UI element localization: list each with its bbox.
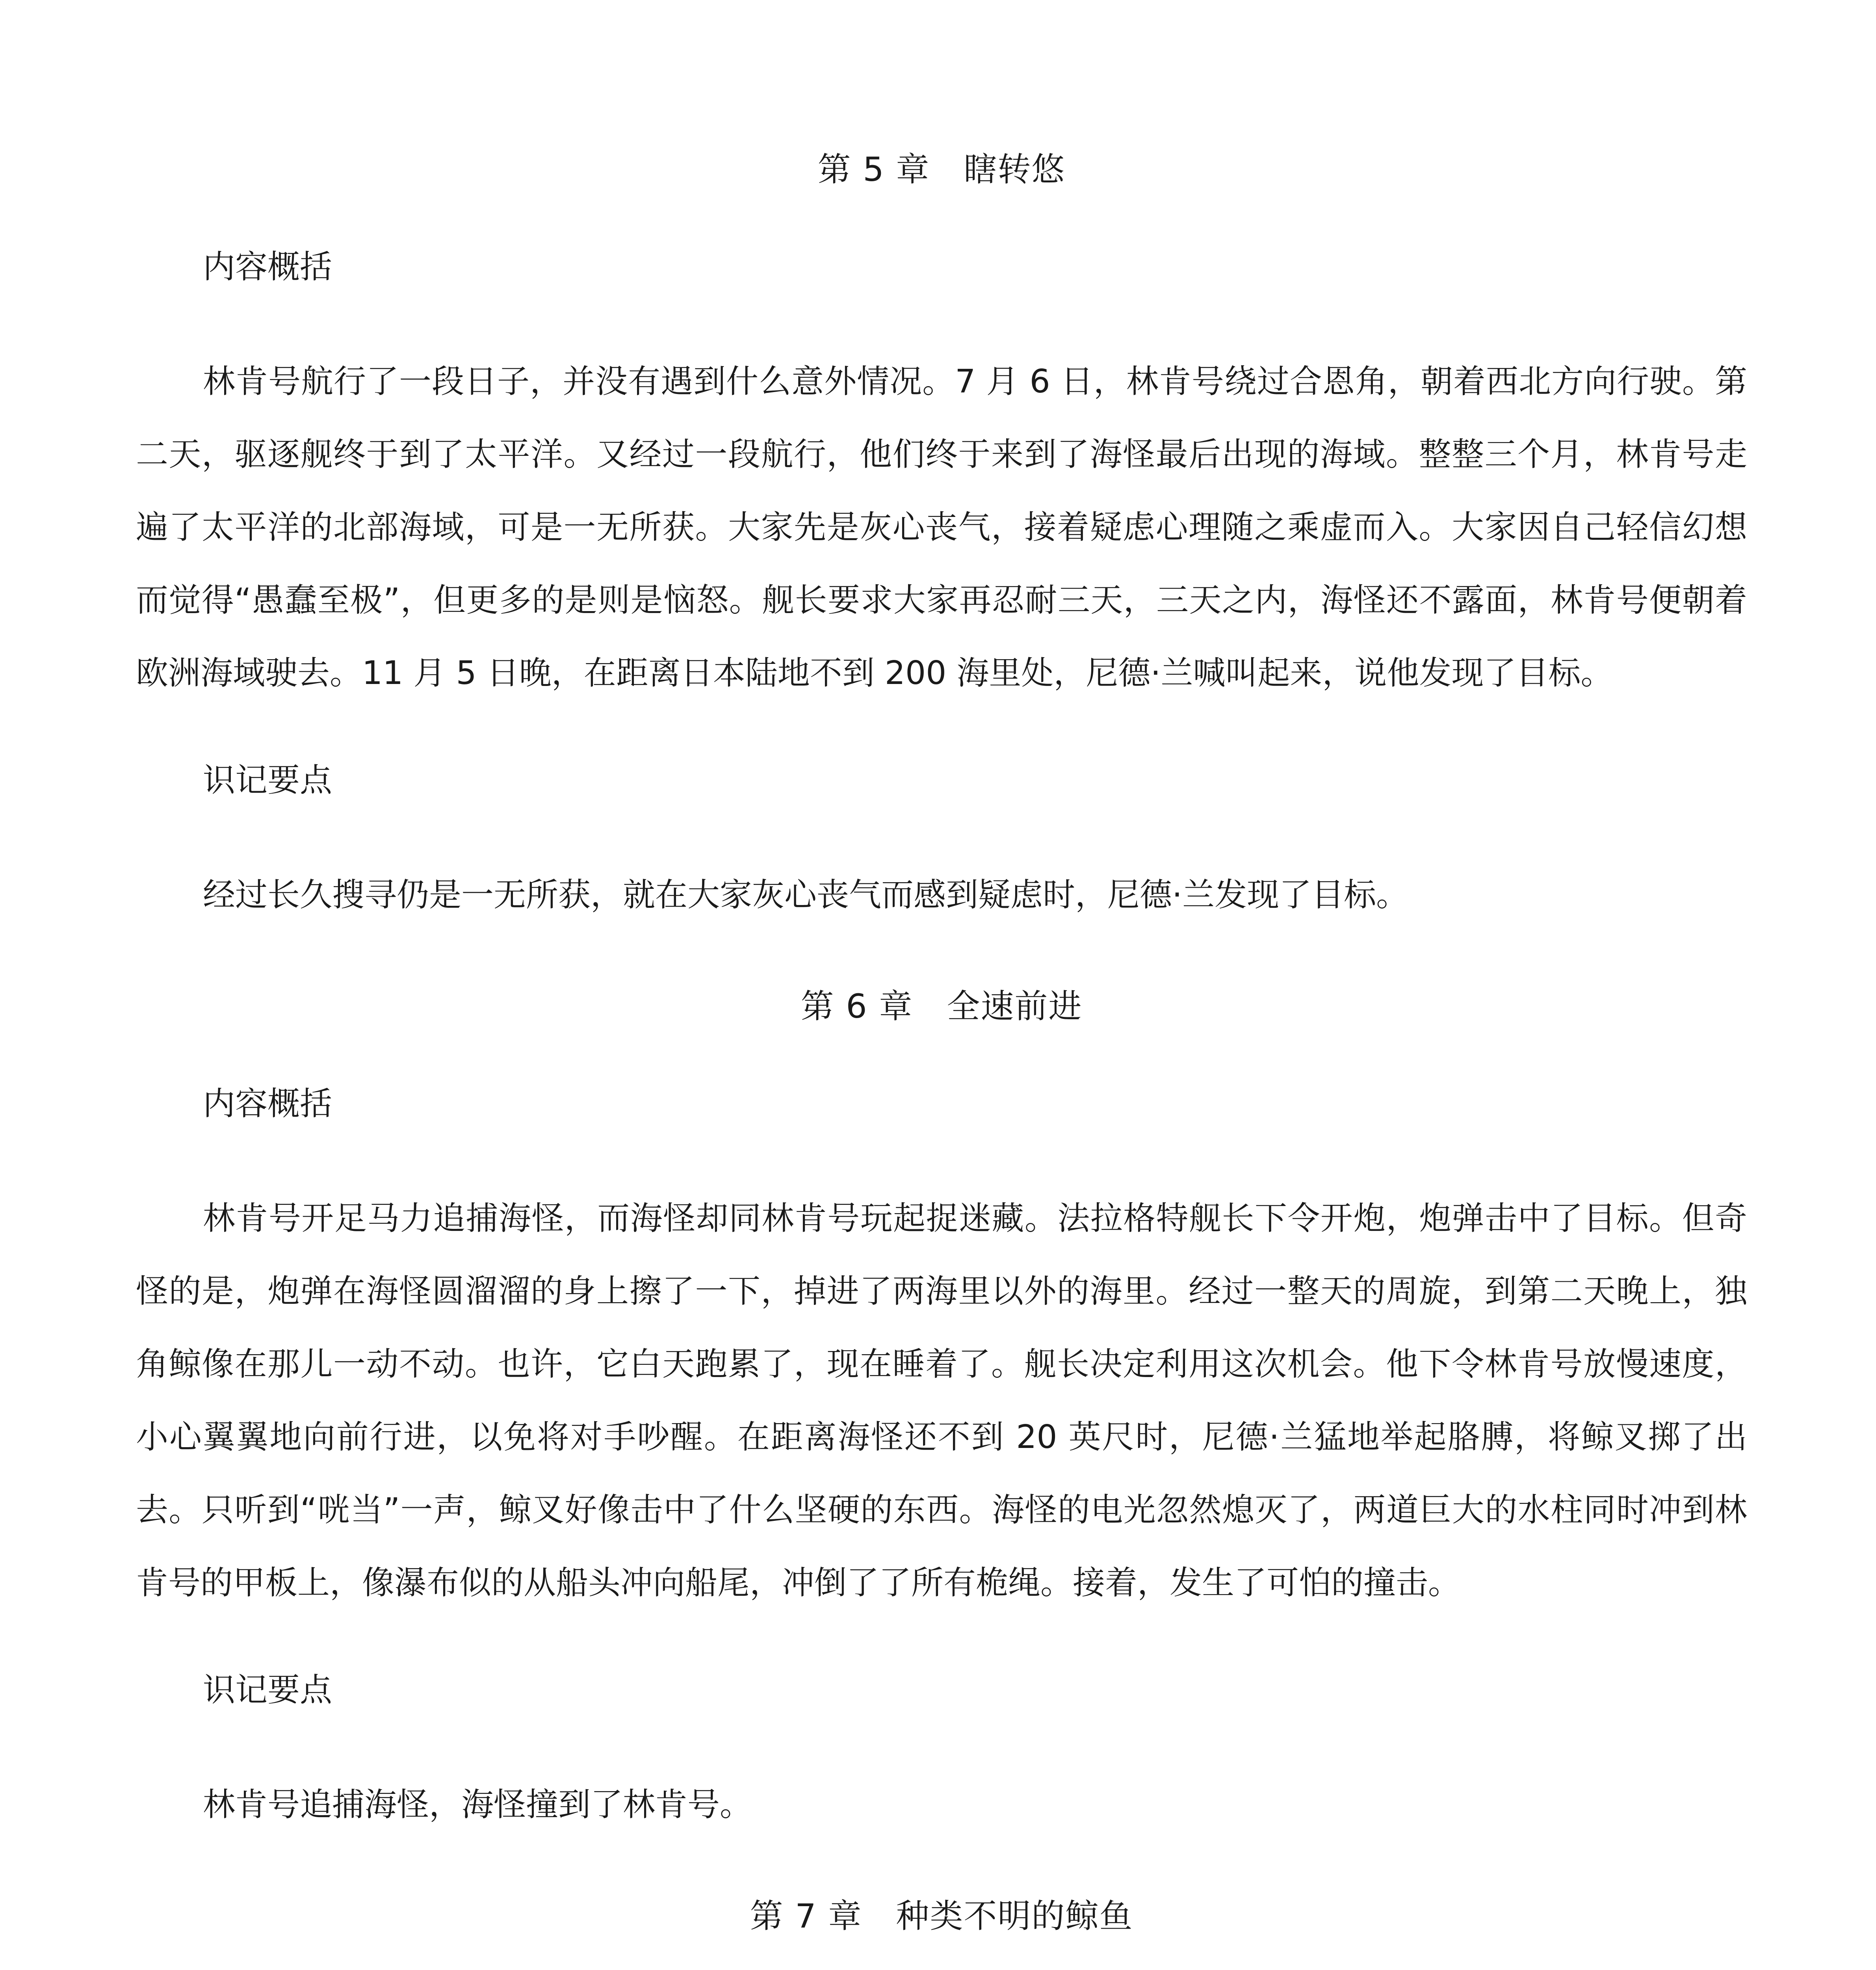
chapter-title: 第 7 章 种类不明的鲸鱼 [750,1897,1133,1935]
page-content [136,150,1747,1970]
keypoint-label: 识记要点 [203,762,332,799]
summary-label: 内容概括 [203,1085,332,1123]
chapter-section [136,1896,1747,1970]
summary-paragraph: 林肯号航行了一段日子，并没有遇到什么意外情况。7 月 6 日，林肯号绕过合恩角，朝着西北方向行驶。第二天，驱逐舰终于到了太平洋。又经过一段航行，他们终于来到了海怪最后出现的海域。整整三个月，林肯号走遍了太平洋的北部海域，可是一无所获。大家先是灰心丧气，接着疑虑心理随之乘虚而入。大家因自己轻信幻想而觉得“愚蠢至极”，但更多的是则是恼怒。舰长要求大家再忍耐三天，三天之内，海怪还不露面，林肯号便朝着欧洲海域驶去。11 月 5 日晚，在距离日本陆地不到 200 海里处，尼德·兰喊叫起来，说他发现了目标。 [136,363,1747,692]
summary-label: 内容概括 [203,248,332,286]
keypoint-paragraph: 林肯号追捕海怪，海怪撞到了林肯号。 [203,1786,752,1823]
chapter-section [136,987,1747,1896]
keypoint-label: 识记要点 [203,1671,332,1709]
chapter-title: 第 5 章 瞎转悠 [817,150,1066,189]
keypoint-paragraph: 经过长久搜寻仍是一无所获，就在大家灰心丧气而感到疑虑时，尼德·兰发现了目标。 [203,876,1409,914]
chapter-title: 第 6 章 全速前进 [801,987,1083,1026]
summary-paragraph: 林肯号开足马力追捕海怪，而海怪却同林肯号玩起捉迷藏。法拉格特舰长下令开炮，炮弹击中了目标。但奇怪的是，炮弹在海怪圆溜溜的身上擦了一下，掉进了两海里以外的海里。经过一整天的周旋，到第二天晚上，独角鲸像在那儿一动不动。也许，它白天跑累了，现在睡着了。舰长决定利用这次机会。他下令林肯号放慢速度，小心翼翼地向前行进，以免将对手吵醒。在距离海怪还不到 20 英尺时，尼德·兰猛地举起胳膊，将鲸叉掷了出去。只听到“咣当”一声，鲸叉好像击中了什么坚硬的东西。海怪的电光忽然熄灭了，两道巨大的水柱同时冲到林肯号的甲板上，像瀑布似的从船头冲向船尾，冲倒了了所有桅绳。接着，发生了可怕的撞击。 [136,1200,1747,1602]
chapter-section [136,150,1747,987]
